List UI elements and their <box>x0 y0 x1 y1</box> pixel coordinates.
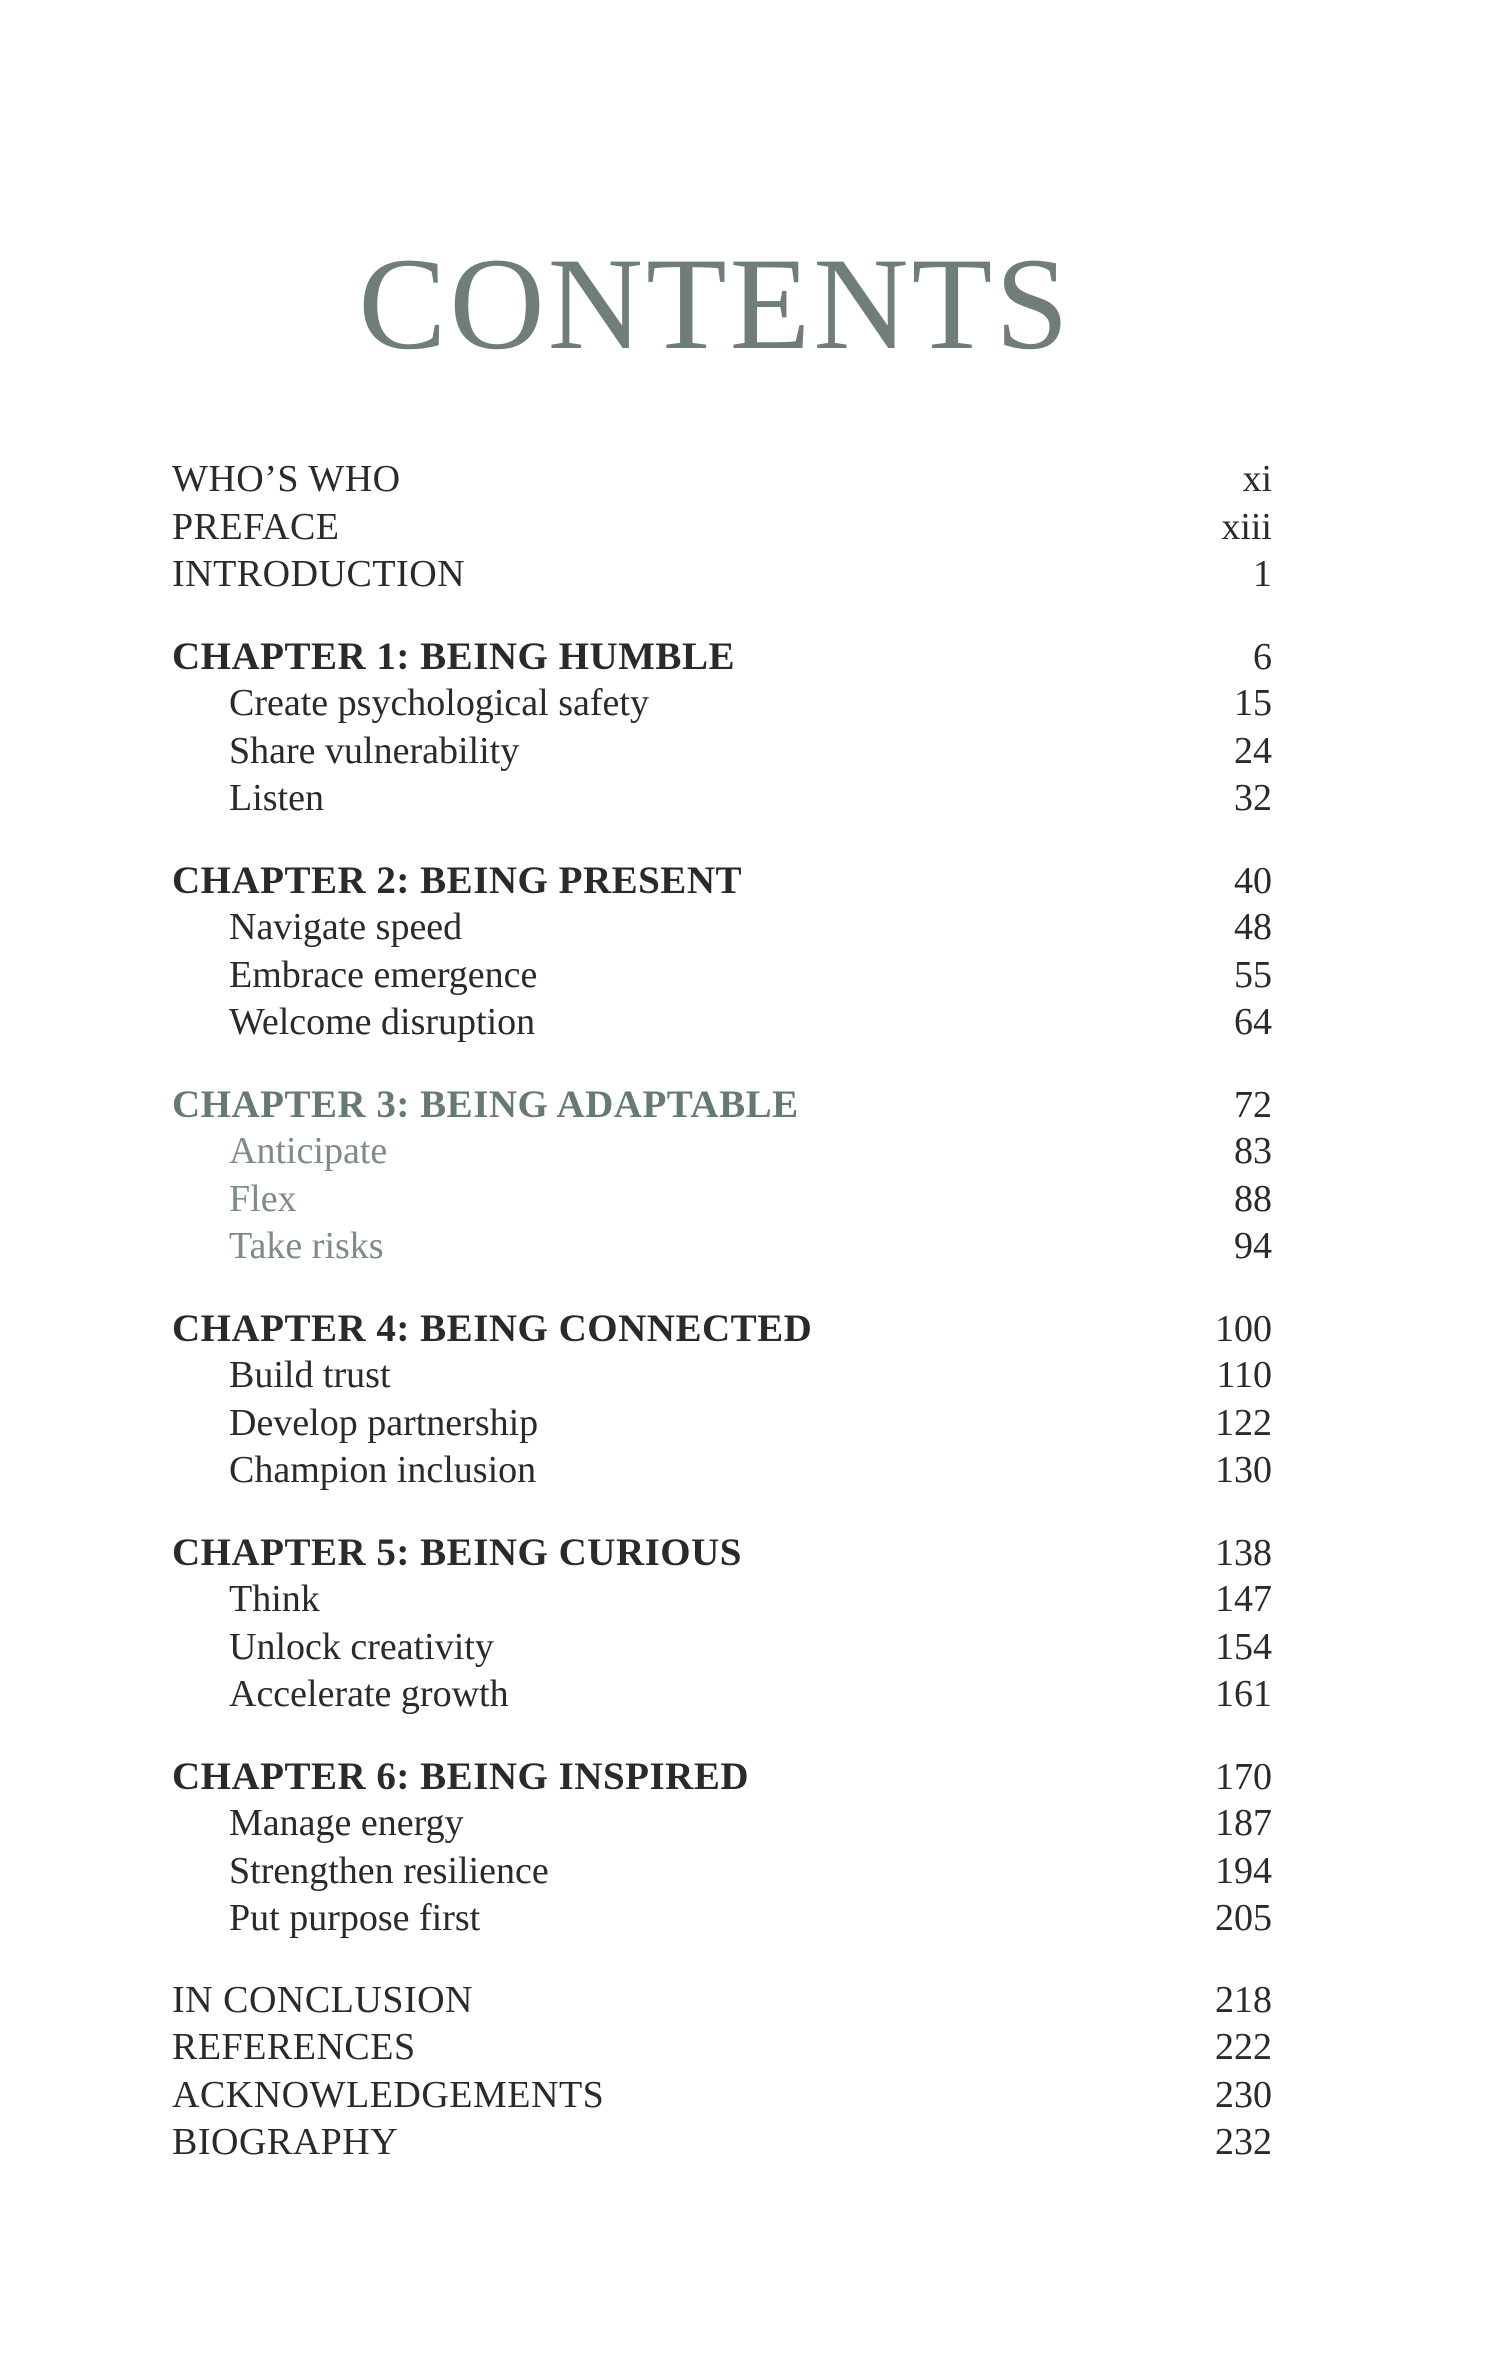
section-title: Unlock creativity <box>229 1625 494 1668</box>
chapter-group <box>172 1529 1272 1719</box>
page-number: 6 <box>1253 635 1272 678</box>
entry-title: IN CONCLUSION <box>172 1978 473 2021</box>
page-number: 154 <box>1215 1625 1272 1668</box>
section-title: Strengthen resilience <box>229 1849 549 1892</box>
toc-row <box>172 2119 1272 2167</box>
page-number: 15 <box>1234 682 1272 724</box>
page-number: 110 <box>1216 1354 1272 1396</box>
page-number: 24 <box>1234 729 1272 772</box>
section-title: Champion inclusion <box>229 1449 537 1491</box>
section-title: Welcome disruption <box>229 1001 536 1043</box>
chapter-title: CHAPTER 6: BEING INSPIRED <box>172 1754 749 1798</box>
section-row <box>172 1447 1272 1495</box>
chapter-heading-row <box>172 1529 1272 1577</box>
toc-row <box>172 551 1272 599</box>
page-title: CONTENTS <box>358 230 1072 377</box>
page-number: 88 <box>1234 1177 1272 1220</box>
section-row <box>172 952 1272 1000</box>
entry-title: INTRODUCTION <box>172 553 466 595</box>
page-number: 194 <box>1215 1849 1272 1892</box>
page-number: 170 <box>1215 1755 1272 1798</box>
toc-row <box>172 456 1272 504</box>
section-row <box>172 1400 1272 1448</box>
section-row <box>172 904 1272 952</box>
page-number: xiii <box>1221 505 1272 548</box>
section-title: Accelerate growth <box>229 1673 509 1715</box>
section-title: Think <box>229 1578 320 1620</box>
page-number: 55 <box>1234 953 1272 996</box>
back-matter-group <box>172 1977 1272 2167</box>
chapter-heading-row <box>172 1081 1272 1129</box>
page-number: 1 <box>1253 553 1272 595</box>
page-number: 130 <box>1215 1449 1272 1491</box>
toc-row <box>172 2024 1272 2072</box>
section-row <box>172 1176 1272 1224</box>
page-number: 205 <box>1215 1897 1272 1939</box>
section-title: Share vulnerability <box>229 729 520 772</box>
page-number: 94 <box>1234 1225 1272 1267</box>
chapter-group <box>172 1305 1272 1495</box>
section-title: Create psychological safety <box>229 682 649 724</box>
section-row <box>172 1223 1272 1271</box>
section-row <box>172 1895 1272 1943</box>
section-row <box>172 1671 1272 1719</box>
page-number: 232 <box>1215 2121 1272 2163</box>
section-row <box>172 999 1272 1047</box>
entry-title: WHO’S WHO <box>172 458 401 500</box>
section-title: Manage energy <box>229 1802 464 1844</box>
chapter-title: CHAPTER 2: BEING PRESENT <box>172 858 742 902</box>
section-row <box>172 1848 1272 1896</box>
chapter-title: CHAPTER 3: BEING ADAPTABLE <box>172 1082 799 1126</box>
front-matter-group <box>172 456 1272 599</box>
entry-title: ACKNOWLEDGEMENTS <box>172 2073 605 2116</box>
page-number: 40 <box>1234 859 1272 902</box>
chapter-heading-row <box>172 1753 1272 1801</box>
page-number: 100 <box>1215 1307 1272 1350</box>
entry-title: PREFACE <box>172 505 340 548</box>
section-row <box>172 1800 1272 1848</box>
page-number: 187 <box>1215 1802 1272 1844</box>
section-row <box>172 1624 1272 1672</box>
section-row <box>172 728 1272 776</box>
page-number: 147 <box>1215 1578 1272 1620</box>
toc-row <box>172 2072 1272 2120</box>
section-title: Embrace emergence <box>229 953 538 996</box>
section-row <box>172 1352 1272 1400</box>
section-title: Put purpose first <box>229 1897 481 1939</box>
table-of-contents <box>172 456 1272 2201</box>
chapter-heading-row <box>172 857 1272 905</box>
page-number: 64 <box>1234 1001 1272 1043</box>
chapter-title: CHAPTER 4: BEING CONNECTED <box>172 1306 813 1350</box>
section-title: Navigate speed <box>229 906 463 948</box>
chapter-heading-row <box>172 1305 1272 1353</box>
page-number: 218 <box>1215 1978 1272 2021</box>
section-title: Build trust <box>229 1354 391 1396</box>
section-row <box>172 1576 1272 1624</box>
section-title: Take risks <box>229 1225 384 1267</box>
section-row <box>172 1128 1272 1176</box>
page-number: 138 <box>1215 1531 1272 1574</box>
chapter-title: CHAPTER 1: BEING HUMBLE <box>172 634 735 678</box>
section-title: Anticipate <box>229 1130 388 1172</box>
chapter-group <box>172 857 1272 1047</box>
page-number: 48 <box>1234 906 1272 948</box>
page-number: xi <box>1242 458 1272 500</box>
chapter-heading-row <box>172 633 1272 681</box>
toc-row <box>172 504 1272 552</box>
section-title: Develop partnership <box>229 1401 539 1444</box>
toc-row <box>172 1977 1272 2025</box>
section-title: Flex <box>229 1177 297 1220</box>
entry-title: BIOGRAPHY <box>172 2121 399 2163</box>
page-number: 230 <box>1215 2073 1272 2116</box>
page-number: 32 <box>1234 777 1272 819</box>
page-number: 83 <box>1234 1130 1272 1172</box>
chapter-group <box>172 633 1272 823</box>
page-number: 161 <box>1215 1673 1272 1715</box>
section-title: Listen <box>229 777 324 819</box>
chapter-group <box>172 1753 1272 1943</box>
entry-title: REFERENCES <box>172 2026 416 2068</box>
page-number: 122 <box>1215 1401 1272 1444</box>
chapter-title: CHAPTER 5: BEING CURIOUS <box>172 1530 742 1574</box>
chapter-group <box>172 1081 1272 1271</box>
section-row <box>172 775 1272 823</box>
page-number: 222 <box>1215 2026 1272 2068</box>
page-number: 72 <box>1234 1083 1272 1126</box>
section-row <box>172 680 1272 728</box>
